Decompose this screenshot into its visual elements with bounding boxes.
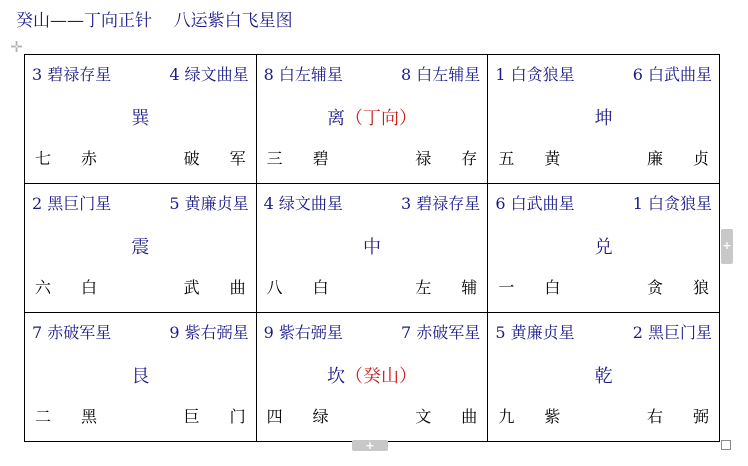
grid-row-bottom (25, 313, 720, 442)
base-star-name-1: 武 (183, 278, 200, 297)
base-star-number: 三 (266, 149, 283, 168)
facing-star-label: 1 白贪狼星 (632, 194, 712, 213)
mountain-star-label: 7 赤破军星 (32, 323, 112, 342)
facing-star-label: 3 碧禄存星 (401, 194, 481, 213)
palace-cell-zhen[interactable] (25, 184, 257, 313)
mountain-star-label: 9 紫右弼星 (263, 323, 343, 342)
palace-content (488, 55, 719, 183)
base-star-color: 赤 (81, 149, 98, 168)
facing-star-label: 4 绿文曲星 (169, 65, 249, 84)
palace-content (488, 184, 719, 312)
palace-cell-gen[interactable] (25, 313, 257, 442)
palace-content (25, 55, 256, 183)
base-star-name-2: 存 (461, 149, 478, 168)
add-row-button[interactable] (352, 440, 388, 451)
base-star-color: 绿 (312, 407, 329, 426)
palace-content (257, 184, 488, 312)
flying-star-grid (24, 54, 720, 442)
base-star-number: 一 (498, 278, 515, 297)
plus-icon: + (722, 239, 732, 252)
base-star-number: 二 (35, 407, 52, 426)
base-star-name-1: 廉 (646, 149, 663, 168)
palace-name (257, 365, 488, 389)
base-star-name-2: 辅 (461, 278, 478, 297)
base-star-color: 白 (544, 278, 561, 297)
base-star-color: 白 (81, 278, 98, 297)
palace-cell-kan[interactable] (256, 313, 488, 442)
base-star-name-2: 门 (229, 407, 246, 426)
add-column-button[interactable] (721, 229, 733, 264)
palace-content (25, 184, 256, 312)
palace-direction: （丁向） (344, 108, 417, 129)
base-star-name-2: 军 (229, 149, 246, 168)
base-star-color: 紫 (544, 407, 561, 426)
mountain-star-label: 4 绿文曲星 (263, 194, 343, 213)
palace-name (257, 107, 488, 131)
facing-star-label: 6 白武曲星 (632, 65, 712, 84)
facing-star-label: 2 黑巨门星 (632, 323, 712, 342)
page-title: 癸山——丁向正针 八运紫白飞星图 (16, 11, 293, 31)
palace-trigram: 坎 (326, 366, 345, 387)
palace-name (25, 236, 256, 260)
base-star-name-2: 贞 (692, 149, 709, 168)
table-move-handle-icon[interactable]: ✛ (10, 38, 23, 56)
mountain-star-label: 3 碧禄存星 (32, 65, 112, 84)
palace-name (25, 365, 256, 389)
table-resize-handle-icon[interactable] (721, 440, 731, 450)
palace-cell-dui[interactable] (488, 184, 720, 313)
palace-content (257, 313, 488, 441)
facing-star-label: 5 黄廉贞星 (169, 194, 249, 213)
palace-content (488, 313, 719, 441)
base-star-name-1: 巨 (183, 407, 200, 426)
base-star-number: 五 (498, 149, 515, 168)
base-star-number: 六 (35, 278, 52, 297)
palace-trigram: 震 (131, 237, 150, 258)
base-star-name-2: 弼 (692, 407, 709, 426)
facing-star-label: 7 赤破军星 (401, 323, 481, 342)
base-star-name-1: 左 (415, 278, 432, 297)
palace-trigram: 中 (362, 237, 381, 258)
base-star-number: 九 (498, 407, 515, 426)
palace-trigram: 巽 (131, 108, 150, 129)
palace-name (257, 236, 488, 260)
palace-name (488, 365, 719, 389)
palace-trigram: 艮 (131, 366, 150, 387)
base-star-color: 白 (312, 278, 329, 297)
palace-trigram: 离 (326, 108, 345, 129)
plus-icon: + (365, 439, 375, 452)
palace-content (257, 55, 488, 183)
base-star-name-2: 狼 (692, 278, 709, 297)
base-star-name-2: 曲 (229, 278, 246, 297)
base-star-name-1: 贪 (646, 278, 663, 297)
palace-trigram: 坤 (594, 108, 613, 129)
base-star-name-1: 破 (183, 149, 200, 168)
palace-name (25, 107, 256, 131)
mountain-star-label: 6 白武曲星 (495, 194, 575, 213)
palace-cell-kun[interactable] (488, 55, 720, 184)
mountain-star-label: 5 黄廉贞星 (495, 323, 575, 342)
base-star-number: 七 (35, 149, 52, 168)
palace-content (25, 313, 256, 441)
grid-row-middle (25, 184, 720, 313)
base-star-color: 黄 (544, 149, 561, 168)
facing-star-label: 8 白左辅星 (401, 65, 481, 84)
grid-row-top (25, 55, 720, 184)
palace-trigram: 乾 (594, 366, 613, 387)
palace-name (488, 107, 719, 131)
palace-cell-xun[interactable] (25, 55, 257, 184)
base-star-number: 四 (266, 407, 283, 426)
base-star-color: 碧 (312, 149, 329, 168)
base-star-color: 黑 (81, 407, 98, 426)
palace-cell-li[interactable] (256, 55, 488, 184)
palace-name (488, 236, 719, 260)
base-star-name-2: 曲 (461, 407, 478, 426)
base-star-number: 八 (266, 278, 283, 297)
palace-trigram: 兑 (594, 237, 613, 258)
base-star-name-1: 右 (646, 407, 663, 426)
mountain-star-label: 1 白贪狼星 (495, 65, 575, 84)
base-star-name-1: 禄 (415, 149, 432, 168)
palace-cell-center[interactable] (256, 184, 488, 313)
facing-star-label: 9 紫右弼星 (169, 323, 249, 342)
mountain-star-label: 2 黑巨门星 (32, 194, 112, 213)
palace-cell-qian[interactable] (488, 313, 720, 442)
mountain-star-label: 8 白左辅星 (263, 65, 343, 84)
base-star-name-1: 文 (415, 407, 432, 426)
palace-direction: （癸山） (344, 366, 417, 387)
